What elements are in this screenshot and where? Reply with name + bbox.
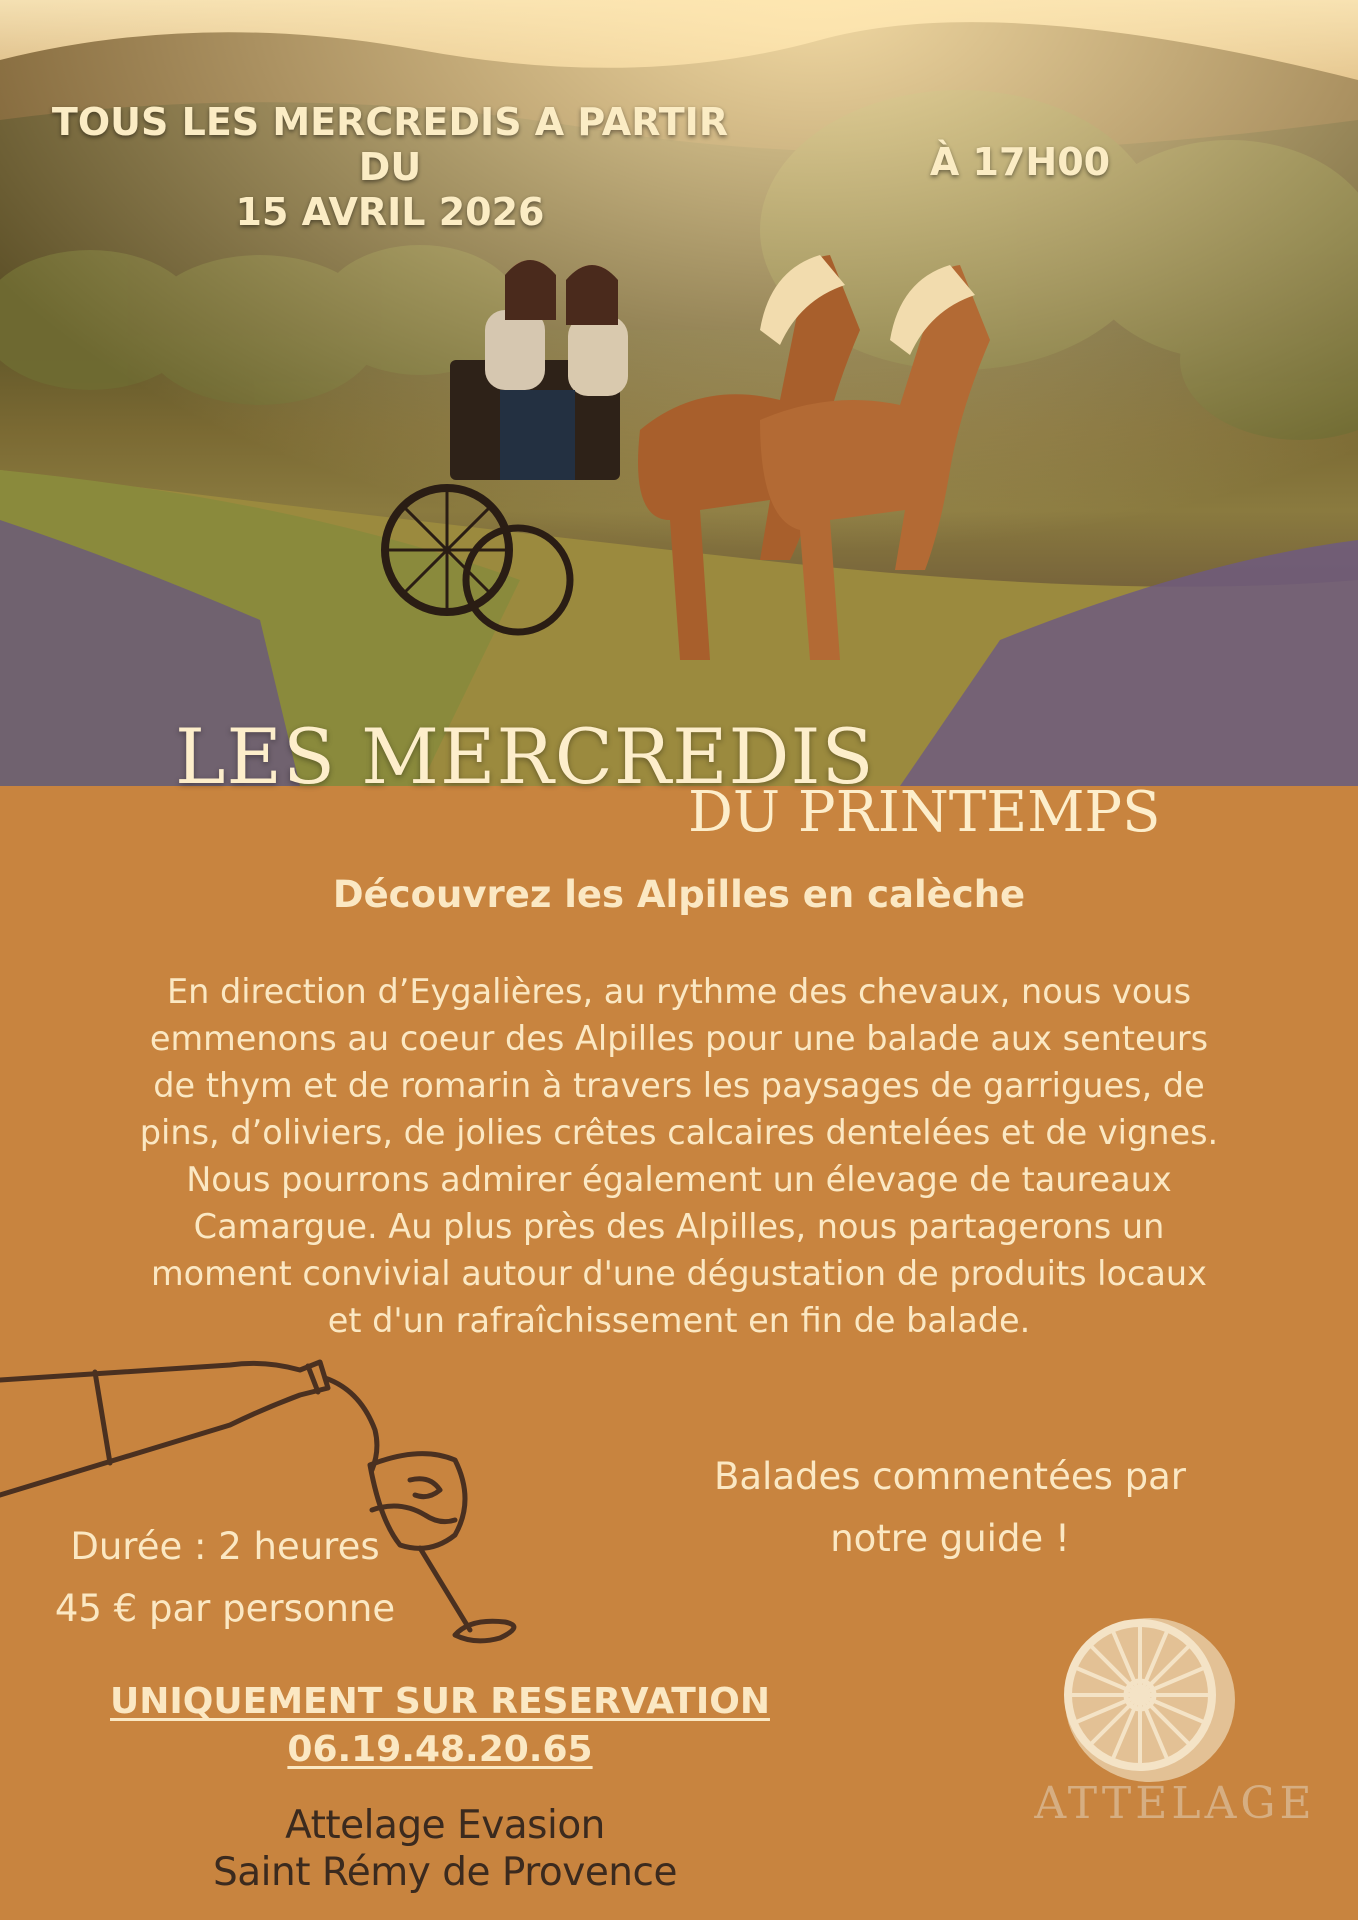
date-line-1: TOUS LES MERCREDIS A PARTIR [51, 100, 729, 144]
description-paragraph [82, 968, 1276, 1344]
tour-note-line-1: Balades commentées par [713, 1455, 1187, 1498]
company-location: Saint Rémy de Provence [213, 1850, 677, 1895]
date-line-3: 15 AVRIL 2026 [235, 190, 545, 234]
description-line: pins, d’oliviers, de jolies crêtes calcaires dentelées et de vignes. [139, 1113, 1219, 1152]
reservation-label: UNIQUEMENT SUR RESERVATION [110, 1681, 770, 1722]
phone-number[interactable]: 06.19.48.20.65 [287, 1729, 593, 1770]
wheel-logo-icon [1040, 1600, 1240, 1790]
subtitle: Découvrez les Alpilles en calèche [332, 873, 1026, 916]
duration: Durée : 2 heures [70, 1525, 380, 1568]
main-title-line-2: DU PRINTEMPS [688, 780, 1161, 845]
company-name: Attelage Evasion [285, 1803, 605, 1848]
start-date-banner [40, 100, 740, 235]
logo-wordmark: ATTELAGE [1034, 1778, 1316, 1829]
description-line: En direction d’Eygalières, au rythme des chevaux, nous vous [166, 972, 1192, 1011]
company-info [145, 1802, 745, 1896]
duration-price-info [0, 1516, 450, 1640]
guided-tour-note [660, 1446, 1240, 1570]
price: 45 € par personne [54, 1587, 396, 1630]
hero-photo [0, 0, 1358, 786]
description-line: et d'un rafraîchissement en fin de balade. [327, 1301, 1031, 1340]
description-line: de thym et de romarin à travers les paysages de garrigues, de [153, 1066, 1205, 1105]
description-line: moment convivial autour d'une dégustation de produits locaux [150, 1254, 1207, 1293]
description-line: Nous pourrons admirer également un élevage de taureaux [186, 1160, 1172, 1199]
main-title-line-1: LES MERCREDIS [175, 712, 875, 801]
tour-note-line-2: notre guide ! [830, 1517, 1070, 1560]
date-line-2: DU [358, 145, 422, 189]
description-line: Camargue. Au plus près des Alpilles, nous partagerons un [193, 1207, 1165, 1246]
start-time: À 17H00 [929, 140, 1111, 184]
description-line: emmenons au coeur des Alpilles pour une balade aux senteurs [149, 1019, 1209, 1058]
reservation-block [60, 1678, 820, 1774]
